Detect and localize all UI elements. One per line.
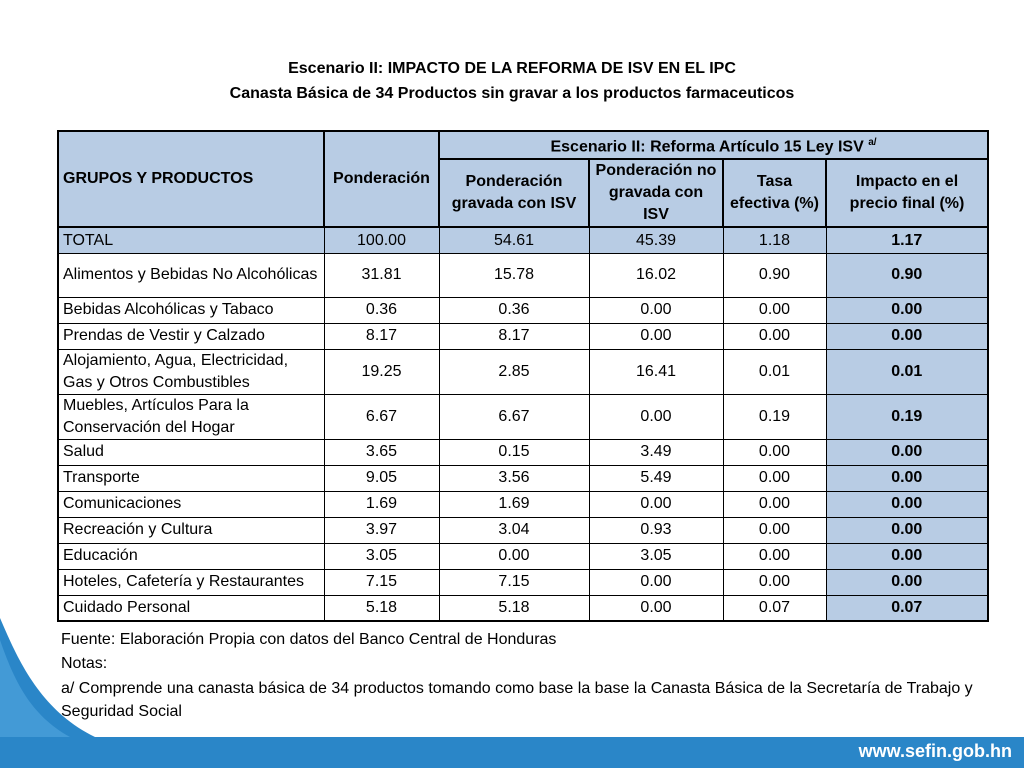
cell-untaxed: 0.00 xyxy=(589,491,723,517)
cell-rate: 0.00 xyxy=(723,439,826,465)
cell-weight: 31.81 xyxy=(324,253,439,297)
cell-group: Alojamiento, Agua, Electricidad, Gas y Otros Combustibles xyxy=(58,349,324,394)
table-row xyxy=(58,253,988,297)
header-weight: Ponderación xyxy=(324,131,439,227)
cell-weight: 1.69 xyxy=(324,491,439,517)
title-line-1: Escenario II: IMPACTO DE LA REFORMA DE ISV EN EL IPC xyxy=(288,60,736,77)
cell-group: Bebidas Alcohólicas y Tabaco xyxy=(58,297,324,323)
cell-group: Educación xyxy=(58,543,324,569)
cell-impact: 0.00 xyxy=(826,297,988,323)
table-row xyxy=(58,569,988,595)
cell-rate: 0.00 xyxy=(723,323,826,349)
header-impact: Impacto en el precio final (%) xyxy=(826,159,988,227)
cell-impact: 0.00 xyxy=(826,465,988,491)
cell-taxed: 7.15 xyxy=(439,569,589,595)
cell-weight: 3.05 xyxy=(324,543,439,569)
website-link[interactable]: www.sefin.gob.hn xyxy=(858,741,1012,761)
table-row xyxy=(58,439,988,465)
header-taxed: Ponderación gravada con ISV xyxy=(439,159,589,227)
cell-untaxed: 16.02 xyxy=(589,253,723,297)
cell-untaxed: 0.00 xyxy=(589,297,723,323)
cell-weight: 0.36 xyxy=(324,297,439,323)
cell-group: Prendas de Vestir y Calzado xyxy=(58,323,324,349)
cell-rate: 0.90 xyxy=(723,253,826,297)
cell-taxed: 15.78 xyxy=(439,253,589,297)
cell-rate: 0.00 xyxy=(723,543,826,569)
cell-weight: 3.97 xyxy=(324,517,439,543)
cell-impact: 0.00 xyxy=(826,439,988,465)
table-row xyxy=(58,394,988,439)
header-rate: Tasa efectiva (%) xyxy=(723,159,826,227)
cell-rate: 0.00 xyxy=(723,465,826,491)
cell-weight: 3.65 xyxy=(324,439,439,465)
cell-weight: 100.00 xyxy=(324,227,439,253)
cell-taxed: 0.15 xyxy=(439,439,589,465)
total-row xyxy=(58,227,988,253)
table-row xyxy=(58,543,988,569)
cell-untaxed: 0.93 xyxy=(589,517,723,543)
cell-taxed: 0.36 xyxy=(439,297,589,323)
cell-rate: 0.19 xyxy=(723,394,826,439)
cell-untaxed: 5.49 xyxy=(589,465,723,491)
header-groups: GRUPOS Y PRODUCTOS xyxy=(58,131,324,227)
cell-impact: 0.19 xyxy=(826,394,988,439)
cell-impact: 0.07 xyxy=(826,595,988,621)
cell-taxed: 1.69 xyxy=(439,491,589,517)
cell-impact: 0.01 xyxy=(826,349,988,394)
cell-group: Cuidado Personal xyxy=(58,595,324,621)
notes-label: Notas: xyxy=(61,655,108,672)
cell-rate: 0.01 xyxy=(723,349,826,394)
cell-rate: 0.00 xyxy=(723,491,826,517)
cell-impact: 0.00 xyxy=(826,491,988,517)
cell-group: Salud xyxy=(58,439,324,465)
cell-untaxed: 45.39 xyxy=(589,227,723,253)
cell-weight: 5.18 xyxy=(324,595,439,621)
table-row xyxy=(58,297,988,323)
cell-group: Hoteles, Cafetería y Restaurantes xyxy=(58,569,324,595)
table-row xyxy=(58,491,988,517)
ipc-impact-table xyxy=(57,130,989,622)
title-line-2: Canasta Básica de 34 Productos sin gravar a los productos farmaceuticos xyxy=(229,85,795,102)
cell-taxed: 2.85 xyxy=(439,349,589,394)
cell-untaxed: 16.41 xyxy=(589,349,723,394)
cell-rate: 0.00 xyxy=(723,517,826,543)
table-row xyxy=(58,465,988,491)
cell-weight: 7.15 xyxy=(324,569,439,595)
cell-taxed: 0.00 xyxy=(439,543,589,569)
cell-taxed: 8.17 xyxy=(439,323,589,349)
cell-taxed: 6.67 xyxy=(439,394,589,439)
cell-weight: 9.05 xyxy=(324,465,439,491)
cell-impact: 1.17 xyxy=(826,227,988,253)
table-row xyxy=(58,323,988,349)
table-row xyxy=(58,349,988,394)
table-row xyxy=(58,517,988,543)
cell-impact: 0.00 xyxy=(826,569,988,595)
cell-weight: 8.17 xyxy=(324,323,439,349)
cell-group: Alimentos y Bebidas No Alcohólicas xyxy=(58,253,324,297)
header-scenario-label: Escenario II: Reforma Artículo 15 Ley ISV xyxy=(550,138,864,156)
cell-untaxed: 3.49 xyxy=(589,439,723,465)
cell-impact: 0.00 xyxy=(826,517,988,543)
cell-untaxed: 0.00 xyxy=(589,394,723,439)
cell-rate: 0.00 xyxy=(723,297,826,323)
cell-untaxed: 0.00 xyxy=(589,569,723,595)
source-note: Fuente: Elaboración Propia con datos del Banco Central de Honduras xyxy=(61,631,557,648)
cell-impact: 0.90 xyxy=(826,253,988,297)
cell-taxed: 54.61 xyxy=(439,227,589,253)
cell-group: Transporte xyxy=(58,465,324,491)
cell-impact: 0.00 xyxy=(826,543,988,569)
cell-impact: 0.00 xyxy=(826,323,988,349)
cell-rate: 0.07 xyxy=(723,595,826,621)
cell-taxed: 5.18 xyxy=(439,595,589,621)
cell-group: Comunicaciones xyxy=(58,491,324,517)
footnote-a: a/ Comprende una canasta básica de 34 productos tomando como base la base la Canasta Básica de la Secretaría de Trabajo y Seguridad Social xyxy=(61,680,973,720)
cell-rate: 0.00 xyxy=(723,569,826,595)
header-untaxed: Ponderación no gravada con ISV xyxy=(589,159,723,227)
cell-rate: 1.18 xyxy=(723,227,826,253)
cell-weight: 19.25 xyxy=(324,349,439,394)
cell-taxed: 3.04 xyxy=(439,517,589,543)
cell-group: Muebles, Artículos Para la Conservación del Hogar xyxy=(58,394,324,439)
cell-untaxed: 0.00 xyxy=(589,323,723,349)
cell-group: TOTAL xyxy=(58,227,324,253)
header-scenario xyxy=(439,131,988,159)
cell-group: Recreación y Cultura xyxy=(58,517,324,543)
header-scenario-note: a/ xyxy=(868,137,877,148)
cell-untaxed: 0.00 xyxy=(589,595,723,621)
cell-untaxed: 3.05 xyxy=(589,543,723,569)
cell-taxed: 3.56 xyxy=(439,465,589,491)
cell-weight: 6.67 xyxy=(324,394,439,439)
